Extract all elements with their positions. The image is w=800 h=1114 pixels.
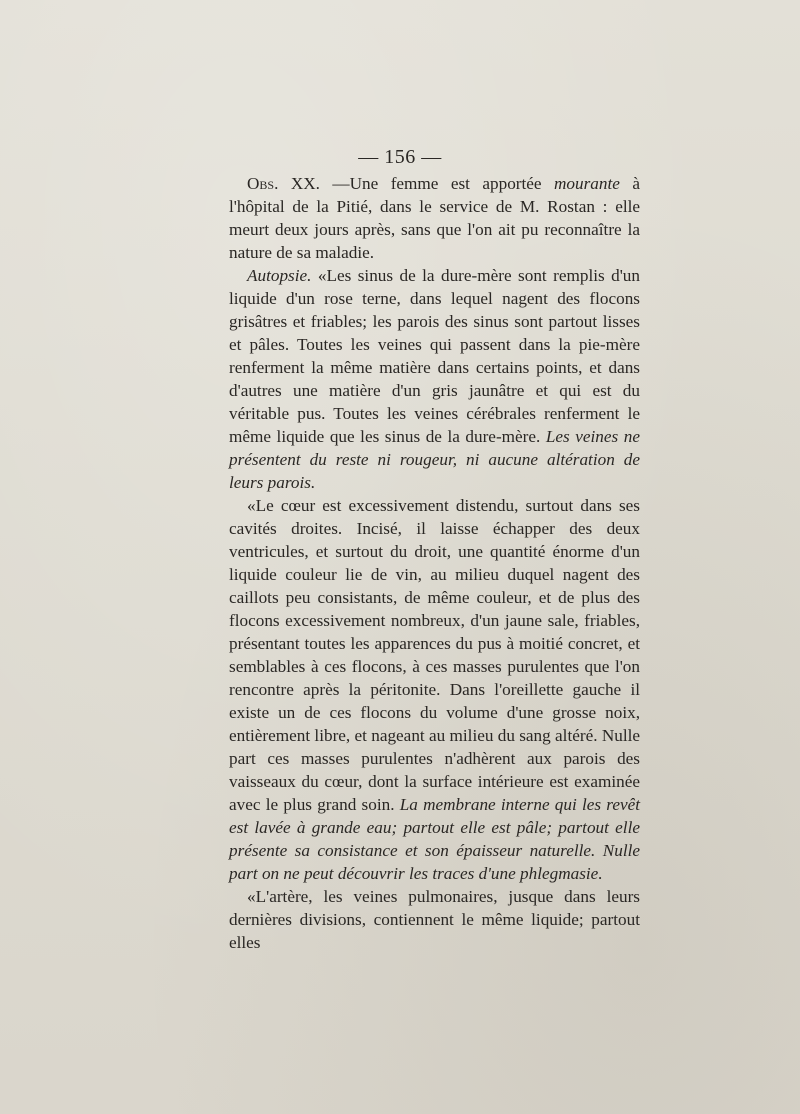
paragraph: [229, 885, 640, 954]
paragraph: [229, 172, 640, 264]
text-run: —Une femme est apportée: [319, 174, 555, 193]
text-run: «Le cœur est excessivement distendu, surtout dans ses cavités droites. Incisé, il laisse échapper des deux ventricules, et surtout du droit, une quantité énorme d'un liquide couleur lie de vin, au milieu duquel nagent des caillots peu consistants, de même couleur, et de plus des flocons excessivement nombreux, d'un jaune sale, friables, présentant toutes les apparences du pus à moitié concret, et semblables à ces flocons, à ces masses purulentes que l'on rencontre après la péritonite. Dans l'oreillette gauche il existe un de ces flocons du volume d'une grosse noix, entièrement libre, et nageant au milieu du sang altéré. Nulle part ces masses purulentes n'adhèrent aux parois des vaisseaux du cœur, dont la surface intérieure est examinée avec le plus grand soin.: [229, 496, 640, 814]
text-run: «Les sinus de la dure-mère sont remplis d'un liquide d'un rose terne, dans lequel nagent des flocons grisâtres et friables; les parois des sinus sont partout lisses et pâles. Toutes les veines qui passent dans la pie-mère renferment la même matière dans certains points, et dans d'autres une matière d'un gris jaunâtre et qui est du véritable pus. Toutes les veines cérébrales renferment le même liquide que les sinus de la dure-mère.: [229, 266, 640, 446]
paragraph: [229, 264, 640, 494]
italic-text: Les veines ne présentent du reste ni rougeur, ni aucune altération de leurs parois.: [229, 427, 640, 492]
body-text: [229, 172, 640, 954]
observation-label: Obs. XX.: [247, 174, 320, 193]
page-number: — 156 —: [358, 146, 442, 168]
text-run: «L'artère, les veines pulmonaires, jusque dans leurs dernières divisions, contiennent le même liquide; partout elles: [229, 887, 640, 952]
text-run: à l'hôpital de la Pitié, dans le service de M. Rostan : elle meurt deux jours après, sans que l'on ait pu reconnaître la nature de sa maladie.: [229, 174, 640, 262]
italic-text: Autopsie.: [247, 266, 312, 285]
italic-text: La membrane interne qui les revêt est lavée à grande eau; partout elle est pâle; partout elle présente sa consistance et son épaisseur naturelle. Nulle part on ne peut découvrir les traces d'une phlegmasie.: [229, 795, 640, 883]
italic-text: mourante: [554, 174, 620, 193]
paragraph: [229, 494, 640, 885]
